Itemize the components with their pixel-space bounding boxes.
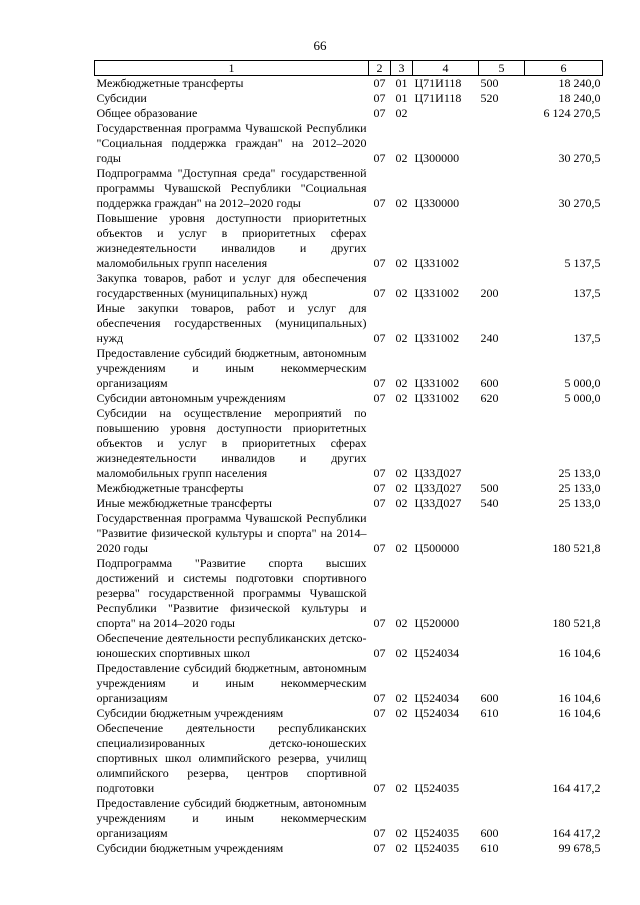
row-name: Межбюджетные трансферты [96,481,244,495]
table-row [95,166,603,211]
row-name: Субсидии на осуществление мероприятий по повышению уровня доступности приоритетных объектов и услуг в приоритетных сферах жизнедеятельности инвалидов и других маломобильных групп населения [96,406,367,480]
row-name: Предоставление субсидий бюджетным, автономным учреждениям и иным некоммерческим организациям [96,346,367,390]
row-name: Обеспечение деятельности республиканских детско-юношеских спортивных школ [96,631,367,660]
row-c4: Ц331002 [414,286,460,300]
row-c3: 02 [395,481,408,495]
row-c5: 610 [480,841,499,855]
row-c6: 99 678,5 [558,841,601,855]
row-c2: 07 [373,646,386,660]
row-c4: Ц500000 [414,541,460,555]
row-c3: 02 [395,256,408,270]
row-c3: 02 [395,781,408,795]
page-number: 66 [313,38,327,53]
row-c3: 02 [395,286,408,300]
row-c3: 02 [395,841,408,855]
row-c5: 520 [480,91,499,105]
row-c3: 02 [395,496,408,510]
row-name: Общее образование [96,106,198,120]
row-c5: 500 [480,481,499,495]
table-row [95,841,603,856]
row-c2: 07 [373,106,386,120]
row-c3: 02 [395,196,408,210]
row-c2: 07 [373,151,386,165]
row-c4: Ц524035 [414,781,460,795]
row-c4: Ц33Д027 [414,496,462,510]
row-c6: 5 000,0 [564,376,601,390]
row-c5 [479,511,525,556]
row-name: Межбюджетные трансферты [96,76,244,90]
row-c5 [479,211,525,271]
header-col-4: 4 [413,61,479,76]
row-c6: 18 240,0 [558,91,601,105]
row-c2: 07 [373,691,386,705]
row-c6: 180 521,8 [552,616,601,630]
row-c4: Ц524034 [414,646,460,660]
row-c6: 5 000,0 [564,391,601,405]
row-c2: 07 [373,256,386,270]
row-c4: Ц524034 [414,706,460,720]
row-c4 [413,106,479,121]
row-c5: 240 [480,331,499,345]
table-row [95,511,603,556]
row-c2: 07 [373,376,386,390]
row-c6: 30 270,5 [558,196,601,210]
table-row [95,496,603,511]
row-c6: 25 133,0 [558,496,601,510]
row-name: Иные межбюджетные трансферты [96,496,272,510]
header-col-2: 2 [369,61,391,76]
row-c3: 02 [395,691,408,705]
row-c4: Ц524034 [414,691,460,705]
row-c5: 610 [480,706,499,720]
row-c4: Ц520000 [414,616,460,630]
row-name: Государственная программа Чувашской Республики "Социальная поддержка граждан" на 2012–2020 годы [96,121,367,165]
row-c5: 600 [480,691,499,705]
row-c3: 02 [395,391,408,405]
row-c2: 07 [373,616,386,630]
row-c5: 600 [480,376,499,390]
row-c3: 01 [395,76,408,90]
row-c4: Ц331002 [414,391,460,405]
table-row [95,481,603,496]
row-c3: 02 [395,616,408,630]
row-c5 [479,106,525,121]
table-row [95,121,603,166]
row-c4: Ц300000 [414,151,460,165]
row-c3: 02 [395,151,408,165]
table-row [95,631,603,661]
row-c2: 07 [373,826,386,840]
row-c3: 02 [395,331,408,345]
row-c4: Ц33Д027 [414,481,462,495]
row-name: Обеспечение деятельности республиканских специализированных детско-юношеских спортивных школ олимпийского резерва, училищ олимпийского резерва, центров спортивной подготовки [96,721,367,795]
row-c5 [479,556,525,631]
table-row [95,346,603,391]
row-c2: 07 [373,496,386,510]
row-c5: 620 [480,391,499,405]
row-c2: 07 [373,466,386,480]
row-c2: 07 [373,331,386,345]
row-c5 [479,166,525,211]
header-col-3: 3 [391,61,413,76]
row-c6: 6 124 270,5 [543,106,601,120]
row-c3: 02 [395,706,408,720]
table-header-row [95,61,603,76]
table-row [95,271,603,301]
row-c6: 18 240,0 [558,76,601,90]
row-c5 [479,721,525,796]
row-c3: 02 [395,826,408,840]
row-c4: Ц524035 [414,841,460,855]
row-c3: 01 [395,91,408,105]
table-row [95,721,603,796]
row-c6: 16 104,6 [558,646,601,660]
row-c2: 07 [373,76,386,90]
row-c4: Ц331002 [414,256,460,270]
row-c3: 02 [395,376,408,390]
row-name: Повышение уровня доступности приоритетных объектов и услуг в приоритетных сферах жизнедеятельности инвалидов и других маломобильных групп населения [96,211,367,270]
row-c6: 16 104,6 [558,706,601,720]
row-c6: 164 417,2 [552,826,601,840]
row-c6: 137,5 [573,286,601,300]
table-row [95,706,603,721]
row-c3: 02 [395,466,408,480]
table-row [95,76,603,92]
header-col-1: 1 [95,61,369,76]
row-name: Подпрограмма "Доступная среда" государственной программы Чувашской Республики "Социальная поддержка граждан" на 2012–2020 годы [96,166,367,210]
header-col-5: 5 [479,61,525,76]
row-c3: 02 [395,646,408,660]
row-c6: 16 104,6 [558,691,601,705]
row-c5 [479,406,525,481]
row-name: Закупка товаров, работ и услуг для обеспечения государственных (муниципальных) нужд [96,271,367,300]
row-c6: 180 521,8 [552,541,601,555]
row-name: Субсидии бюджетным учреждениям [96,841,284,855]
row-c2: 07 [373,841,386,855]
row-c4: Ц71И118 [414,76,462,90]
row-name: Субсидии бюджетным учреждениям [96,706,284,720]
table-row [95,556,603,631]
row-c5 [479,631,525,661]
row-c6: 137,5 [573,331,601,345]
table-row [95,106,603,121]
row-c3: 02 [395,541,408,555]
row-c6: 25 133,0 [558,466,601,480]
table-row [95,91,603,106]
row-c2: 07 [373,196,386,210]
row-name: Субсидии автономным учреждениям [96,391,286,405]
table-row [95,796,603,841]
budget-table [94,60,603,856]
row-c4: Ц331002 [414,376,460,390]
row-name: Предоставление субсидий бюджетным, автономным учреждениям и иным некоммерческим организациям [96,661,367,705]
row-name: Предоставление субсидий бюджетным, автономным учреждениям и иным некоммерческим организациям [96,796,367,840]
row-c2: 07 [373,781,386,795]
row-c4: Ц330000 [414,196,460,210]
table-row [95,211,603,271]
row-c5: 200 [480,286,499,300]
row-c2: 07 [373,706,386,720]
table-row [95,301,603,346]
row-c2: 07 [373,481,386,495]
row-name: Иные закупки товаров, работ и услуг для обеспечения государственных (муниципальных) нужд [96,301,367,345]
row-c6: 30 270,5 [558,151,601,165]
row-name: Подпрограмма "Развитие спорта высших достижений и системы подготовки спортивного резерва" государственной программы Чувашской Республики "Развитие физической культуры и спорта" на 2014–2020 годы [96,556,367,630]
row-c2: 07 [373,286,386,300]
row-c4: Ц331002 [414,331,460,345]
row-c4: Ц71И118 [414,91,462,105]
row-c3: 02 [395,106,408,120]
row-c5 [479,121,525,166]
row-c2: 07 [373,91,386,105]
row-c4: Ц33Д027 [414,466,462,480]
row-c6: 25 133,0 [558,481,601,495]
row-c5: 540 [480,496,499,510]
row-c5: 600 [480,826,499,840]
header-col-6: 6 [525,61,603,76]
table-row [95,391,603,406]
row-name: Государственная программа Чувашской Республики "Развитие физической культуры и спорта" на 2014–2020 годы [96,511,367,555]
table-row [95,661,603,706]
row-c6: 164 417,2 [552,781,601,795]
row-c2: 07 [373,541,386,555]
row-name: Субсидии [96,91,147,105]
row-c2: 07 [373,391,386,405]
row-c4: Ц524035 [414,826,460,840]
table-row [95,406,603,481]
row-c5: 500 [480,76,499,90]
row-c6: 5 137,5 [564,256,601,270]
